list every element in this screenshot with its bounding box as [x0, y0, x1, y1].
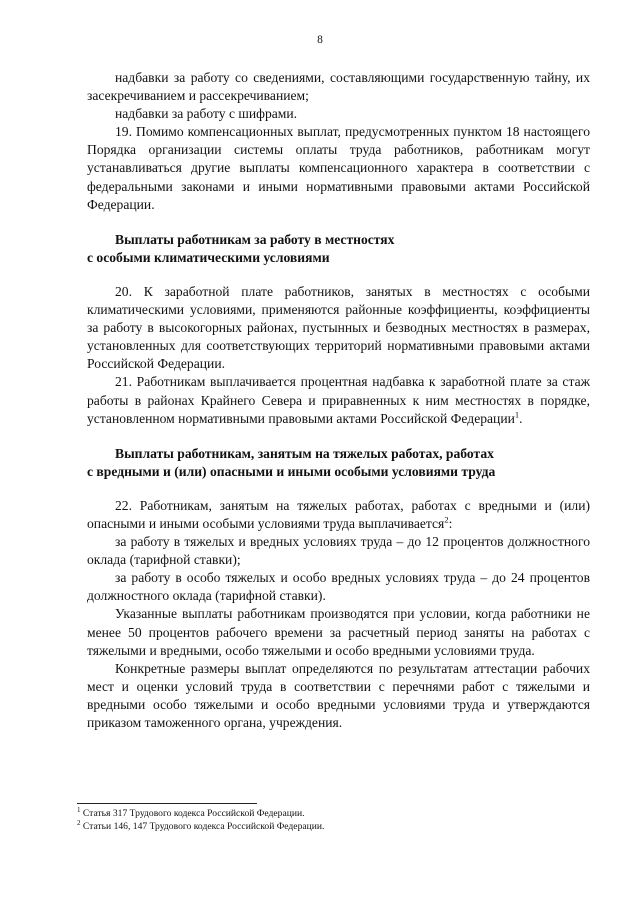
section-heading [87, 445, 590, 481]
footnote-text: Статья 317 Трудового кодекса Российской Федерации. [80, 808, 305, 819]
paragraph: за работу в особо тяжелых и особо вредных условиях труда – до 24 процентов должностного оклада (тарифной ставки). [87, 570, 590, 604]
paragraph-text: 22. Работникам, занятым на тяжелых работах, работах с вредными и (или) опасными и иными особыми условиями труда выплачивается [87, 497, 590, 531]
paragraph-end: : [448, 515, 453, 531]
paragraph: за работу в тяжелых и вредных условиях труда – до 12 процентов должностного оклада (тарифной ставки); [87, 534, 590, 568]
footnotes [77, 803, 577, 833]
paragraph: надбавки за работу с шифрами. [115, 106, 298, 122]
footnote-reference: 1 [514, 409, 520, 420]
section-heading-line: Выплаты работникам, занятым на тяжелых работах, работах [115, 445, 494, 461]
footnote-divider [77, 803, 257, 804]
section-heading [87, 231, 590, 267]
paragraph: надбавки за работу со сведениями, составляющими государственную тайну, их засекречиванием и рассекречиванием; [87, 70, 590, 104]
page-number: 8 [317, 34, 323, 46]
paragraph: 20. К заработной плате работников, занятых в местностях с особыми климатическими условиями, применяются районные коэффициенты, коэффициенты за работу в высокогорных районах, пустынных и безводных местностях в размерах, установленных для соответствующих территорий нормативными правовыми актами Российской Федерации. [87, 283, 590, 372]
paragraph: Указанные выплаты работникам производятся при условии, когда работники не менее 50 процентов рабочего времени за расчетный период заняты на работах с тяжелыми и вредными, особо тяжелыми и особо вредными условиями труда. [87, 606, 590, 658]
footnote-marker: 1 [77, 805, 81, 814]
paragraph-text: 21. Работникам выплачивается процентная надбавка к заработной плате за стаж работы в районах Крайнего Севера и приравненных к ним местностях в порядке, установленном нормативными правовыми актами Российской Федерации [87, 374, 590, 426]
section-heading-line: Выплаты работникам за работу в местностях [115, 231, 395, 247]
document-body [87, 69, 590, 732]
footnote-marker: 2 [77, 818, 81, 827]
paragraph [87, 497, 590, 533]
section-heading-line: с вредными и (или) опасными и иными особыми условиями труда [87, 463, 496, 479]
paragraph-end: . [519, 410, 523, 426]
paragraph [87, 373, 590, 427]
footnote-text: Статьи 146, 147 Трудового кодекса Российской Федерации. [80, 821, 325, 832]
paragraph: Конкретные размеры выплат определяются по результатам аттестации рабочих мест и оценки условий труда в соответствии с перечнями работ с тяжелыми и вредными особо тяжелыми и особо вредными условиями труда и утверждаются приказом таможенного органа, учреждения. [87, 660, 590, 730]
section-heading-line: с особыми климатическими условиями [87, 249, 330, 265]
footnote-reference: 2 [444, 514, 449, 525]
footnote [77, 820, 577, 833]
footnote [77, 807, 577, 820]
paragraph: 19. Помимо компенсационных выплат, предусмотренных пунктом 18 настоящего Порядка организации системы оплаты труда работников, работникам могут устанавливаться другие выплаты компенсационного характера в соответствии с федеральными законами и иными нормативными правовыми актами Российской Федерации. [87, 124, 590, 212]
